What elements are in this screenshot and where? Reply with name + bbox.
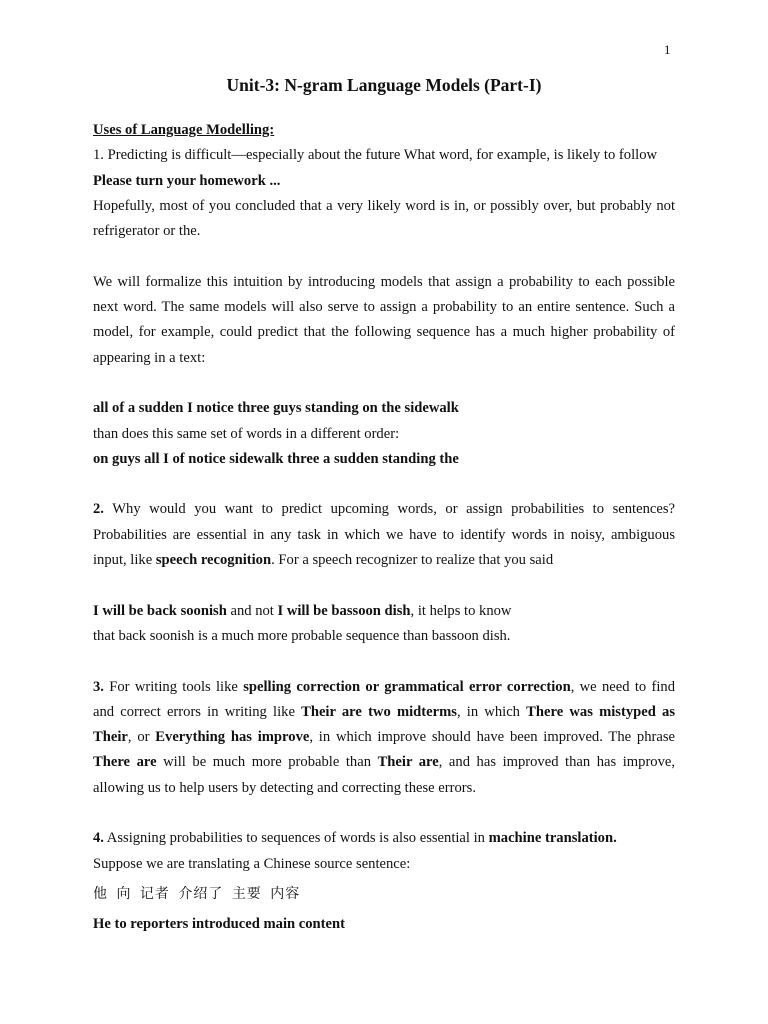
chinese-word: 介绍了 bbox=[178, 885, 224, 902]
section-heading: Uses of Language Modelling: bbox=[93, 122, 275, 138]
example-sentence: all of a sudden I notice three guys standing on the sidewalk bbox=[93, 400, 459, 417]
item-1-paragraph: 1. Predicting is difficult—especially about the future What word, for example, is likely to follow bbox=[93, 147, 658, 164]
formalize-paragraph: We will formalize this intuition by introducing models that assign a probability to each possible next word. The same models will also serve to assign a probability to an entire sentence. Such a model, for example, could predict that the following sequence has a much higher probability of appearing in a text: bbox=[93, 273, 675, 366]
gloss-line: He to reporters introduced main content bbox=[93, 915, 345, 932]
chinese-word: 他 bbox=[93, 885, 108, 902]
item-2-paragraph: 2. Why would you want to predict upcoming words, or assign probabilities to sentences? Probabilities are essential in any task in which we have to identify words in noisy, ambiguous input, like speech recognition. For a speech recognizer to realize that you said bbox=[93, 501, 675, 569]
item-3-paragraph: 3. For writing tools like spelling correction or grammatical error correction, we need to find and correct errors in writing like Their are two midterms, in which There was mistyped as Their, or Everything has improve, in which improve should have been improved. The phrase There are will be much more probable than Their are, and has improved than has improve, allowing us to help users by detecting and correcting these errors. bbox=[93, 678, 676, 796]
chinese-word: 主要 bbox=[231, 885, 262, 902]
item-4-paragraph: 4. Assigning probabilities to sequences of words is also essential in machine translation. bbox=[93, 830, 617, 847]
chinese-word: 内容 bbox=[270, 885, 301, 902]
item-4-line-2: Suppose we are translating a Chinese source sentence: bbox=[93, 855, 411, 872]
document-body bbox=[93, 118, 675, 937]
than-line: than does this same set of words in a different order: bbox=[93, 425, 400, 442]
soonish-line-2: that back soonish is a much more probable sequence than bassoon dish. bbox=[93, 627, 511, 644]
soonish-line: I will be back soonish and not I will be bassoon dish, it helps to know bbox=[93, 602, 512, 619]
scrambled-sentence: on guys all I of notice sidewalk three a sudden standing the bbox=[93, 450, 459, 467]
chinese-word: 向 bbox=[116, 885, 132, 902]
chinese-sentence bbox=[93, 877, 675, 912]
page-number: 1 bbox=[664, 42, 671, 57]
item-1-explanation: Hopefully, most of you concluded that a very likely word is in, or possibly over, but probably not refrigerator or the. bbox=[93, 197, 675, 240]
page-title: Unit-3: N-gram Language Models (Part-I) bbox=[226, 75, 542, 95]
homework-example: Please turn your homework ... bbox=[93, 172, 281, 189]
chinese-word: 记者 bbox=[139, 885, 170, 902]
